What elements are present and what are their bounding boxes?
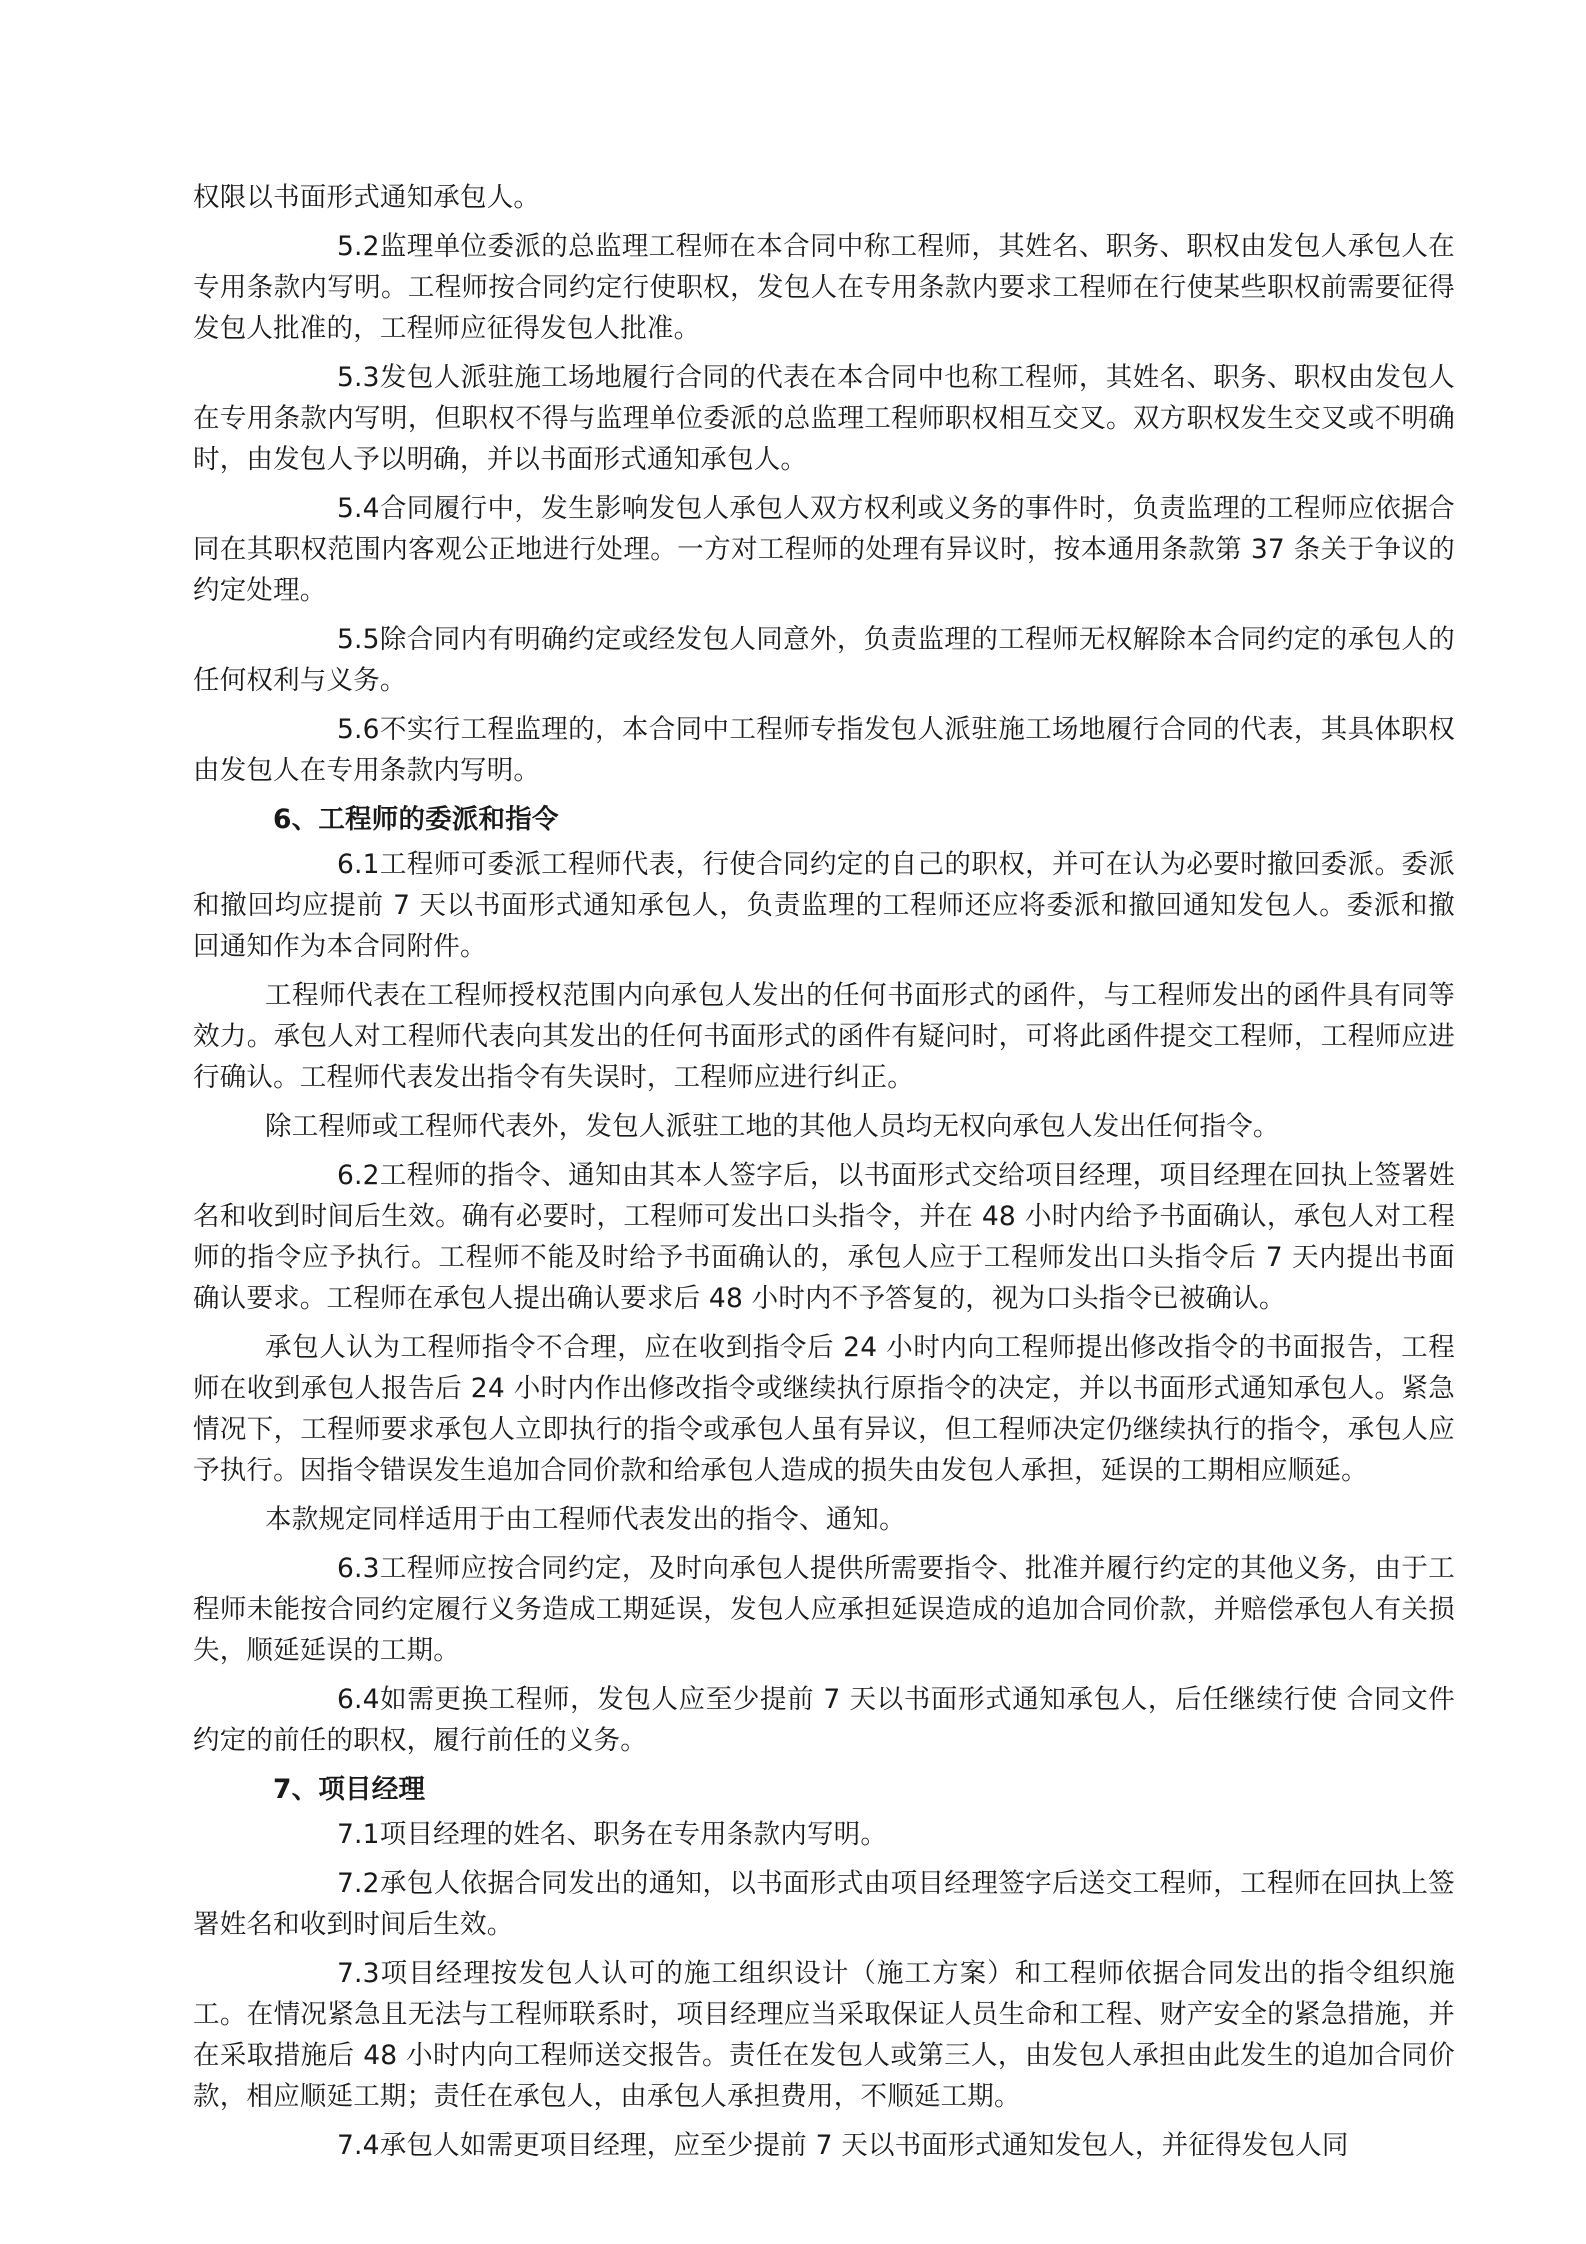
clause-6-2: [193, 1155, 1455, 1319]
clause-5-3: [193, 357, 1455, 480]
clause-text: 工程师可委派工程师代表，行使合同约定的自己的职权，并可在认为必要时撤回委派。委派和撤回均应提前 7 天以书面形式通知承包人，负责监理的工程师还应将委派和撤回通知发包人。委派和撤回通知作为本合同附件。: [193, 849, 1455, 962]
section-heading-6: 6、工程师的委派和指令: [273, 804, 559, 835]
clause-text: 除合同内有明确约定或经发包人同意外，负责监理的工程师无权解除本合同约定的承包人的任何权利与义务。: [193, 624, 1455, 696]
clause-6-1: [193, 844, 1455, 967]
clause-7-3: [193, 1953, 1455, 2117]
clause-6-3: [193, 1548, 1455, 1671]
clause-text: 不实行工程监理的，本合同中工程师专指发包人派驻施工场地履行合同的代表，其具体职权由发包人在专用条款内写明。: [193, 714, 1455, 786]
paragraph: 承包人认为工程师指令不合理，应在收到指令后 24 小时内向工程师提出修改指令的书面报告，工程师在收到承包人报告后 24 小时内作出修改指令或继续执行原指令的决定，并以书面形式通知承包人。紧急情况下，工程师要求承包人立即执行的指令或承包人虽有异议，但工程师决定仍继续执行的指令，承包人应予执行。因指令错误发生追加合同价款和给承包人造成的损失由发包人承担，延误的工期相应顺延。: [193, 1332, 1455, 1486]
clause-number: 7.1: [337, 1819, 380, 1850]
clause-text: 项目经理的姓名、职务在专用条款内写明。: [379, 1819, 888, 1850]
clause-text: 工程师应按合同约定，及时向承包人提供所需要指令、批准并履行约定的其他义务，由于工程师未能按合同约定履行义务造成工期延误，发包人应承担延误造成的追加合同价款，并赔偿承包人有关损失，顺延延误的工期。: [193, 1553, 1455, 1666]
clause-text: 发包人派驻施工场地履行合同的代表在本合同中也称工程师，其姓名、职务、职权由发包人在专用条款内写明，但职权不得与监理单位委派的总监理工程师职权相互交叉。双方职权发生交叉或不明确时，由发包人予以明确，并以书面形式通知承包人。: [193, 362, 1455, 475]
paragraph: 权限以书面形式通知承包人。: [193, 182, 541, 213]
clause-number: 5.4: [337, 493, 380, 524]
clause-7-4: [193, 2125, 1455, 2166]
document-body: [193, 177, 1455, 2174]
clause-5-6: [193, 709, 1455, 791]
clause-number: 6.1: [337, 849, 380, 880]
clause-text: 工程师的指令、通知由其本人签字后，以书面形式交给项目经理，项目经理在回执上签署姓名和收到时间后生效。确有必要时，工程师可发出口头指令，并在 48 小时内给予书面确认，承包人对工程师的指令应予执行。工程师不能及时给予书面确认的，承包人应于工程师发出口头指令后 7 天内提出书面确认要求。工程师在承包人提出确认要求后 48 小时内不予答复的，视为口头指令已被确认。: [193, 1160, 1455, 1314]
clause-number: 6.3: [337, 1553, 380, 1584]
clause-number: 5.2: [337, 231, 380, 262]
paragraph: 工程师代表在工程师授权范围内向承包人发出的任何书面形式的函件，与工程师发出的函件具有同等效力。承包人对工程师代表向其发出的任何书面形式的函件有疑问时，可将此函件提交工程师，工程师应进行确认。工程师代表发出指令有失误时，工程师应进行纠正。: [193, 980, 1455, 1093]
clause-number: 5.5: [337, 624, 380, 655]
clause-7-2: [193, 1863, 1455, 1945]
clause-5-4: [193, 488, 1455, 611]
clause-text: 如需更换工程师，发包人应至少提前 7 天以书面形式通知承包人，后任继续行使 合同文件约定的前任的职权，履行前任的义务。: [193, 1684, 1455, 1756]
clause-number: 7.4: [337, 2130, 380, 2161]
clause-number: 5.3: [337, 362, 380, 393]
clause-text: 承包人如需更项目经理，应至少提前 7 天以书面形式通知发包人，并征得发包人同: [379, 2130, 1349, 2161]
clause-5-5: [193, 619, 1455, 701]
clause-number: 5.6: [337, 714, 380, 745]
clause-7-1: [193, 1814, 1455, 1855]
clause-number: 6.2: [337, 1160, 380, 1191]
clause-6-4: [193, 1679, 1455, 1761]
clause-5-2: [193, 226, 1455, 349]
clause-text: 承包人依据合同发出的通知，以书面形式由项目经理签字后送交工程师，工程师在回执上签署姓名和收到时间后生效。: [193, 1868, 1455, 1940]
clause-text: 监理单位委派的总监理工程师在本合同中称工程师，其姓名、职务、职权由发包人承包人在专用条款内写明。工程师按合同约定行使职权，发包人在专用条款内要求工程师在行使某些职权前需要征得发包人批准的，工程师应征得发包人批准。: [193, 231, 1455, 344]
paragraph: 本款规定同样适用于由工程师代表发出的指令、通知。: [265, 1504, 906, 1535]
section-heading-7: 7、项目经理: [273, 1774, 426, 1805]
clause-number: 7.3: [337, 1958, 380, 1989]
clause-number: 6.4: [337, 1684, 380, 1715]
clause-number: 7.2: [337, 1868, 380, 1899]
clause-text: 合同履行中，发生影响发包人承包人双方权利或义务的事件时，负责监理的工程师应依据合同在其职权范围内客观公正地进行处理。一方对工程师的处理有异议时，按本通用条款第 37 条关于争议的约定处理。: [193, 493, 1455, 606]
paragraph: 除工程师或工程师代表外，发包人派驻工地的其他人员均无权向承包人发出任何指令。: [265, 1111, 1280, 1142]
clause-text: 项目经理按发包人认可的施工组织设计（施工方案）和工程师依据合同发出的指令组织施工。在情况紧急且无法与工程师联系时，项目经理应当采取保证人员生命和工程、财产安全的紧急措施，并在采取措施后 48 小时内向工程师送交报告。责任在发包人或第三人，由发包人承担由此发生的追加合同价款，相应顺延工期；责任在承包人，由承包人承担费用，不顺延工期。: [193, 1958, 1455, 2112]
